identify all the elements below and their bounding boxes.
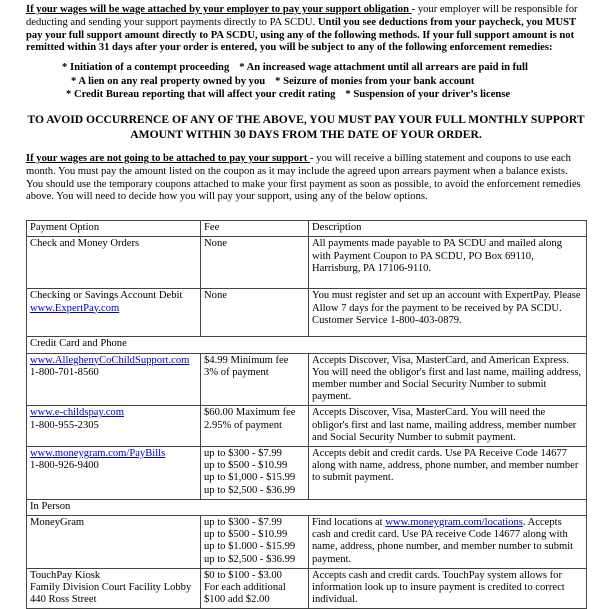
e-childspay-link[interactable]: www.e-childspay.com bbox=[30, 407, 124, 419]
header-description: Description bbox=[309, 221, 587, 237]
wage-attached-heading: If your wages will be wage attached by your employer to pay your support obligation bbox=[26, 4, 412, 15]
table-row: www.AlleghenyCoChildSupport.com 1-800-701-8560 $4.99 Minimum fee 3% of payment Accepts Discover, Visa, MasterCard, and American Express. You will need the obligor's first and last name, mailing address, member number and Social Security Number to submit payment. bbox=[27, 353, 587, 406]
table-row: Check and Money Orders None All payments made payable to PA SCDU and mailed along with Payment Coupon to PA SCDU, PO Box 69110, Harrisburg, PA 17106-9110. bbox=[27, 237, 587, 289]
warning-notice: TO AVOID OCCURRENCE OF ANY OF THE ABOVE, YOU MUST PAY YOUR FULL MONTHLY SUPPORT AMOUNT WITHIN 30 DAYS FROM THE DATE OF YOUR ORDER. bbox=[27, 112, 585, 141]
payment-options-table bbox=[26, 220, 587, 609]
table-row: Checking or Savings Account Debit www.ExpertPay.com None You must register and set up an account with ExpertPay. Please Allow 7 days for the payment to be received by PA SCDU. Customer Service 1-800-403-0879. bbox=[27, 289, 587, 337]
document-page bbox=[26, 0, 586, 609]
table-row: www.e-childspay.com 1-800-955-2305 $60.00 Maximum fee 2.95% of payment Accepts Discover, Visa, MasterCard. You will need the obligor's first and last name, mailing address, member number and Social Security Number to submit payment. bbox=[27, 406, 587, 447]
remedy-row: * Credit Bureau reporting that will affect your credit rating * Suspension of your driver’s license bbox=[66, 89, 511, 101]
enforcement-remedies-list bbox=[26, 61, 586, 102]
table-section-row: Credit Card and Phone bbox=[27, 337, 587, 353]
table-header-row bbox=[27, 221, 587, 237]
not-attached-paragraph: If your wages are not going to be attached to pay your support - you will receive a billing statement and coupons to use each month. You must pay the amount listed on the coupon as it may include the agreed upon arrears payment when a balance exists. You should use the temporary coupons attached to make your first payment as soon as possible, to avoid the enforcement remedies above. You will need to decide how you will pay your support, using any of the below options. bbox=[26, 152, 581, 203]
table-row: MoneyGram up to $300 - $7.99 up to $500 - $10.99 up to $1.000 - $15.99 up to $2,500 - $36.99 Find locations at www.moneygram.com/locations. Accepts cash and credit card. Use PA receive Code 14677 along with name, address, phone number, and member number to submit payment. bbox=[27, 516, 587, 569]
allegheny-child-support-link[interactable]: www.AlleghenyCoChildSupport.com bbox=[30, 354, 190, 366]
wage-attached-paragraph: If your wages will be wage attached by your employer to pay your support obligation - your employer will be responsible for deducting and sending your support payments directly to PA SCDU. Until you see deductions from your paycheck, you MUST pay your full support amount directly to PA SCDU, using any of the following methods. If your full support amount is not remitted within 31 days after your order is entered, you will be subject to any of the following enforcement remedies: bbox=[26, 4, 578, 54]
moneygram-paybills-link[interactable]: www.moneygram.com/PayBills bbox=[30, 447, 166, 459]
table-row: TouchPay Kiosk Family Division Court Facility Lobby 440 Ross Street $0 to $100 - $3.00 For each additional $100 add $2.00 Accepts cash and credit cards. TouchPay system allows for information look up to insure payment is credited to correct individual. bbox=[27, 568, 587, 609]
expertpay-link[interactable]: www.ExpertPay.com bbox=[30, 302, 120, 314]
remedy-row: * Initiation of a contempt proceeding * An increased wage attachment until all arrears are paid in full bbox=[62, 62, 528, 74]
remedy-row: * A lien on any real property owned by you * Seizure of monies from your bank account bbox=[71, 75, 475, 87]
table-row: www.moneygram.com/PayBills 1-800-926-9400 up to $300 - $7.99 up to $500 - $10.99 up to $1,000 - $15.99 up to $2,500 - $36.99 Accepts debit and credit cards. Use PA Receive Code 14677 along with name, address, phone number, and member number to submit payment. bbox=[27, 446, 587, 499]
table-section-row: In Person bbox=[27, 499, 587, 515]
moneygram-locations-link[interactable]: www.moneygram.com/locations bbox=[385, 517, 523, 528]
not-attached-heading: If your wages are not going to be attached to pay your support bbox=[26, 152, 310, 164]
header-payment-option: Payment Option bbox=[27, 221, 201, 237]
header-fee: Fee bbox=[201, 221, 309, 237]
